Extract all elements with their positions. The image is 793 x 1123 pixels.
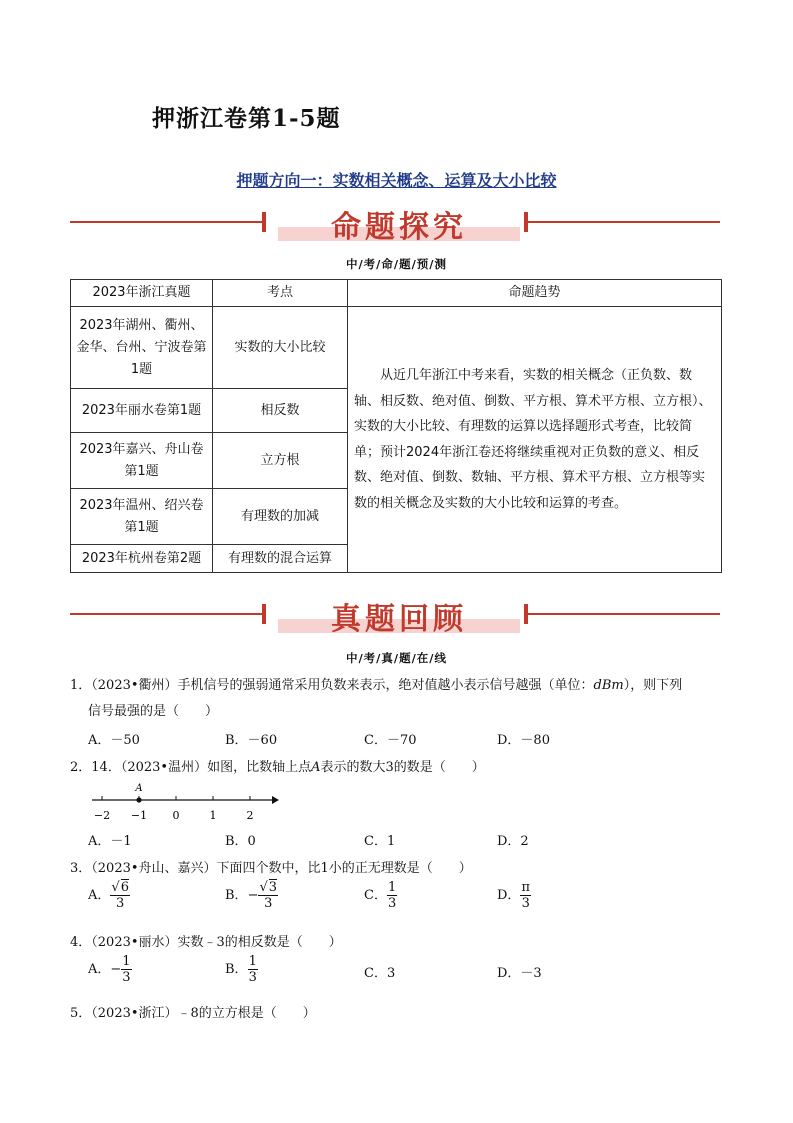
banner-title: 真题回顾 <box>331 602 467 637</box>
option-b: B．－60 <box>225 733 278 748</box>
fraction-denominator: 3 <box>122 970 131 985</box>
fraction <box>258 880 278 911</box>
table-cell-point: 有理数的混合运算 <box>213 545 348 573</box>
table-cell-trend: 从近几年浙江中考来看，实数的相关概念（正负数、数轴、相反数、绝对值、倒数、平方根、算术平方根、立方根）、实数的大小比较、有理数的运算以选择题形式考查，比较简单；预计2024年浙江卷还将继续重视对正负数的意义、相反数、绝对值、倒数、数轴、平方根、算术平方根、立方根等实数的相关概念及实数的大小比较和运算的考查。 <box>348 307 722 573</box>
fraction-denominator: 3 <box>264 896 273 911</box>
radicand: 3 <box>268 880 278 895</box>
table-cell-source: 2023年湖州、衢州、金华、台州、宁波卷第1题 <box>71 307 213 389</box>
option-b <box>225 954 258 985</box>
option-d: D．－80 <box>497 733 550 748</box>
table-cell-source: 2023年丽水卷第1题 <box>71 389 213 433</box>
option-label: A． <box>88 888 111 903</box>
table-header: 2023年浙江真题 <box>71 280 213 307</box>
option-a: A．－50 <box>88 733 140 748</box>
option-label: A． <box>88 962 111 977</box>
option-c: C．－70 <box>364 733 417 748</box>
table-cell-point: 立方根 <box>213 433 348 489</box>
fraction-numerator: 1 <box>248 954 257 969</box>
fraction-denominator: 3 <box>521 896 530 911</box>
exam-analysis-table <box>70 279 722 573</box>
fraction-denominator: 3 <box>116 896 125 911</box>
option-c <box>364 880 397 911</box>
point-a-label: A <box>135 783 143 794</box>
fraction-numerator: 1 <box>387 880 397 895</box>
fraction-numerator: √3 <box>259 880 278 895</box>
banner-rule-left <box>70 613 262 615</box>
option-d <box>497 880 531 911</box>
option-label: B． <box>225 962 248 977</box>
radicand: 6 <box>120 880 129 895</box>
point-a-dot <box>136 797 141 802</box>
option-b <box>225 880 278 911</box>
axis-tick-label: 0 <box>172 809 180 822</box>
section-subhead: 中/考/真/题/在/线 <box>345 651 447 665</box>
option-a: A．－1 <box>88 834 132 849</box>
question-1-line-2: 信号最强的是（ ） <box>88 704 219 719</box>
banner-title: 命题探究 <box>331 210 467 245</box>
fraction-numerator: √6 <box>111 880 129 895</box>
minus-sign: − <box>110 962 122 977</box>
question-text: 1．（2023•衢州）手机信号的强弱通常采用负数来表示，绝对值越小表示信号越强（单位： <box>70 678 594 693</box>
option-a <box>88 880 130 911</box>
banner-tick-left <box>262 212 266 232</box>
minus-sign: − <box>247 888 259 903</box>
banner-tick-left <box>262 604 266 624</box>
page-title: 押浙江卷第1-5题 <box>152 105 341 132</box>
question-3: 3．（2023•舟山、嘉兴）下面四个数中，比1小的正无理数是（ ） <box>70 861 472 876</box>
option-d: D．－3 <box>497 966 542 981</box>
section-subhead: 中/考/命/题/预/测 <box>345 257 447 271</box>
section-banner-exploration <box>70 206 720 250</box>
option-label: C． <box>364 888 387 903</box>
question-text: 2．14．（2023•温州）如图，比数轴上点 <box>70 760 312 775</box>
option-a <box>88 954 132 985</box>
option-c: C．1 <box>364 834 396 849</box>
question-4: 4．（2023•丽水）实数﹣3的相反数是（ ） <box>70 935 342 950</box>
axis-tick-label: 2 <box>246 809 254 822</box>
option-b: B．0 <box>225 834 256 849</box>
fraction <box>387 880 397 911</box>
table-header-row <box>71 280 722 307</box>
question-text: 表示的数大3的数是（ ） <box>320 760 485 775</box>
banner-rule-right <box>528 613 720 615</box>
option-label: B． <box>225 888 248 903</box>
fraction <box>121 954 131 985</box>
table-cell-point: 有理数的加减 <box>213 489 348 545</box>
fraction-numerator: 1 <box>122 954 131 969</box>
table-cell-source: 2023年嘉兴、舟山卷第1题 <box>71 433 213 489</box>
table-cell-source: 2023年杭州卷第2题 <box>71 545 213 573</box>
number-line-figure <box>88 778 288 826</box>
table-row <box>71 307 722 389</box>
axis-tick-label: 1 <box>209 809 217 822</box>
question-text: ），则下列 <box>623 678 683 693</box>
direction-heading: 押题方向一：实数相关概念、运算及大小比较 <box>236 171 557 190</box>
fraction-denominator: 3 <box>248 970 257 985</box>
question-1-line-1 <box>70 674 682 693</box>
option-c: C．3 <box>364 966 396 981</box>
fraction-numerator: π <box>521 880 530 895</box>
banner-rule-left <box>70 221 262 223</box>
fraction <box>248 954 258 985</box>
section-banner-review <box>70 598 720 642</box>
axis-tick-label: −2 <box>93 809 111 822</box>
axis-arrow-icon <box>272 796 279 804</box>
table-cell-point: 实数的大小比较 <box>213 307 348 389</box>
point-variable: A <box>311 760 321 775</box>
option-label: D． <box>497 888 521 903</box>
option-d: D．2 <box>497 834 529 849</box>
table-header: 考点 <box>213 280 348 307</box>
fraction-denominator: 3 <box>387 896 397 911</box>
fraction <box>110 880 130 911</box>
question-2 <box>70 756 485 775</box>
table-cell-point: 相反数 <box>213 389 348 433</box>
unit-text: dBm <box>593 678 624 693</box>
axis-tick-label: −1 <box>130 809 148 822</box>
question-5: 5．（2023•浙江）﹣8的立方根是（ ） <box>70 1006 316 1021</box>
fraction <box>520 880 531 911</box>
table-cell-source: 2023年温州、绍兴卷第1题 <box>71 489 213 545</box>
banner-rule-right <box>528 221 720 223</box>
table-header: 命题趋势 <box>348 280 722 307</box>
